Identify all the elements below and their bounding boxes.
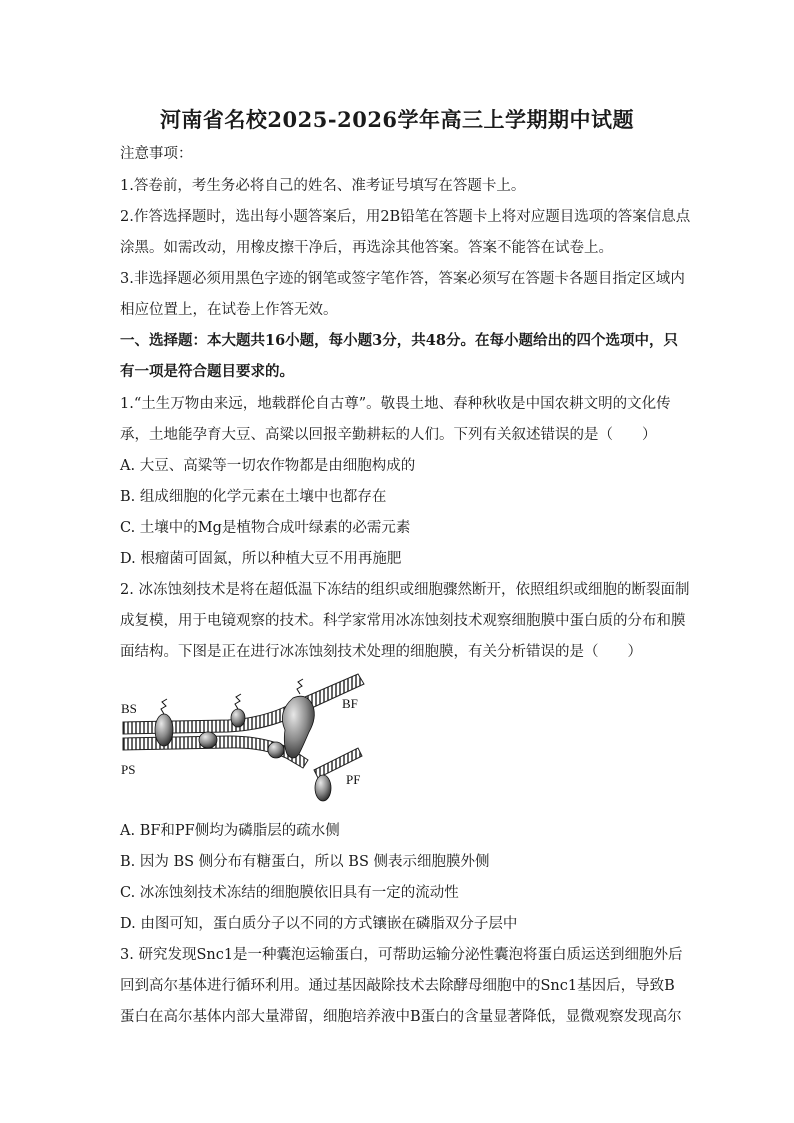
q2-stem-line-2: 成复模，用于电镜观察的技术。科学家常用冰冻蚀刻技术观察细胞膜中蛋白质的分布和膜 [120,613,686,629]
q1-stem-line-2: 承，土地能孕育大豆、高粱以回报辛勤耕耘的人们。下列有关叙述错误的是（ ） [120,427,657,443]
q2-option-c: C. 冰冻蚀刻技术冻结的细胞膜依旧具有一定的流动性 [120,885,459,901]
notice-heading: 注意事项： [120,146,193,162]
membrane-figure [118,670,373,815]
label-ps: PS [121,762,136,777]
q1-option-a: A. 大豆、高粱等一切农作物都是由细胞构成的 [120,458,416,474]
label-bf: BF [342,696,358,711]
embedded-protein-middle [199,732,217,748]
glycan-chain-1 [235,694,241,709]
peripheral-protein-1 [231,709,245,727]
q1-stem-line-1: 1.“土生万物由来远，地载群伦自古尊”。敬畏土地、春种秋收是中国农耕文明的文化传 [120,396,671,412]
label-bs: BS [121,701,137,716]
notice-item-2-cont: 涂黑。如需改动，用橡皮擦干净后，再选涂其他答案。答案不能答在试卷上。 [120,240,613,256]
notice-item-3: 3.非选择题必须用黑色字迹的钢笔或签字笔作答，答案必须写在答题卡各题目指定区域内 [120,271,685,287]
q1-option-d: D. 根瘤菌可固氮，所以种植大豆不用再施肥 [120,551,402,567]
q2-stem-line-1: 2. 冰冻蚀刻技术是将在超低温下冻结的组织或细胞骤然断开，依照组织或细胞的断裂面制 [120,582,690,598]
q2-option-b: B. 因为 BS 侧分布有糖蛋白，所以 BS 侧表示细胞膜外侧 [120,854,490,870]
q3-stem-line-3: 蛋白在高尔基体内部大量滞留，细胞培养液中B蛋白的含量显著降低，显微观察发现高尔 [120,1009,682,1025]
protein-lower-face [268,742,284,758]
transmembrane-protein-left [155,714,173,746]
q1-option-c: C. 土壤中的Mg是植物合成叶绿素的必需元素 [120,520,411,536]
q3-stem-line-1: 3. 研究发现Snc1是一种囊泡运输蛋白，可帮助运输分泌性囊泡将蛋白质运送到细胞外后 [120,947,683,963]
notice-item-2: 2.作答选择题时，选出每小题答案后，用2B铅笔在答题卡上将对应题目选项的答案信息点 [120,209,691,225]
label-pf: PF [346,772,361,787]
q2-option-d: D. 由图可知，蛋白质分子以不同的方式镶嵌在磷脂双分子层中 [120,916,518,932]
page-title: 河南省名校2025-2026学年高三上学期期中试题 [159,107,635,132]
section-heading-cont: 有一项是符合题目要求的。 [120,363,294,380]
q1-option-b: B. 组成细胞的化学元素在土壤中也都存在 [120,489,387,505]
q2-option-a: A. BF和PF侧均为磷脂层的疏水侧 [120,823,340,839]
q2-stem-line-3: 面结构。下图是正在进行冰冻蚀刻技术处理的细胞膜，有关分析错误的是（ ） [120,644,642,660]
notice-item-1: 1.答卷前，考生务必将自己的姓名、准考证号填写在答题卡上。 [120,178,526,194]
section-heading: 一、选择题：本大题共16小题，每小题3分，共48分。在每小题给出的四个选项中，只 [120,332,678,349]
q3-stem-line-2: 回到高尔基体进行循环利用。通过基因敲除技术去除酵母细胞中的Snc1基因后，导致B [120,978,675,994]
protein-pf [315,775,331,801]
notice-item-3-cont: 相应位置上，在试卷上作答无效。 [120,302,338,318]
glycan-chain-left [161,699,167,714]
large-protein-right [282,696,314,758]
glycan-chain-right [297,679,303,694]
